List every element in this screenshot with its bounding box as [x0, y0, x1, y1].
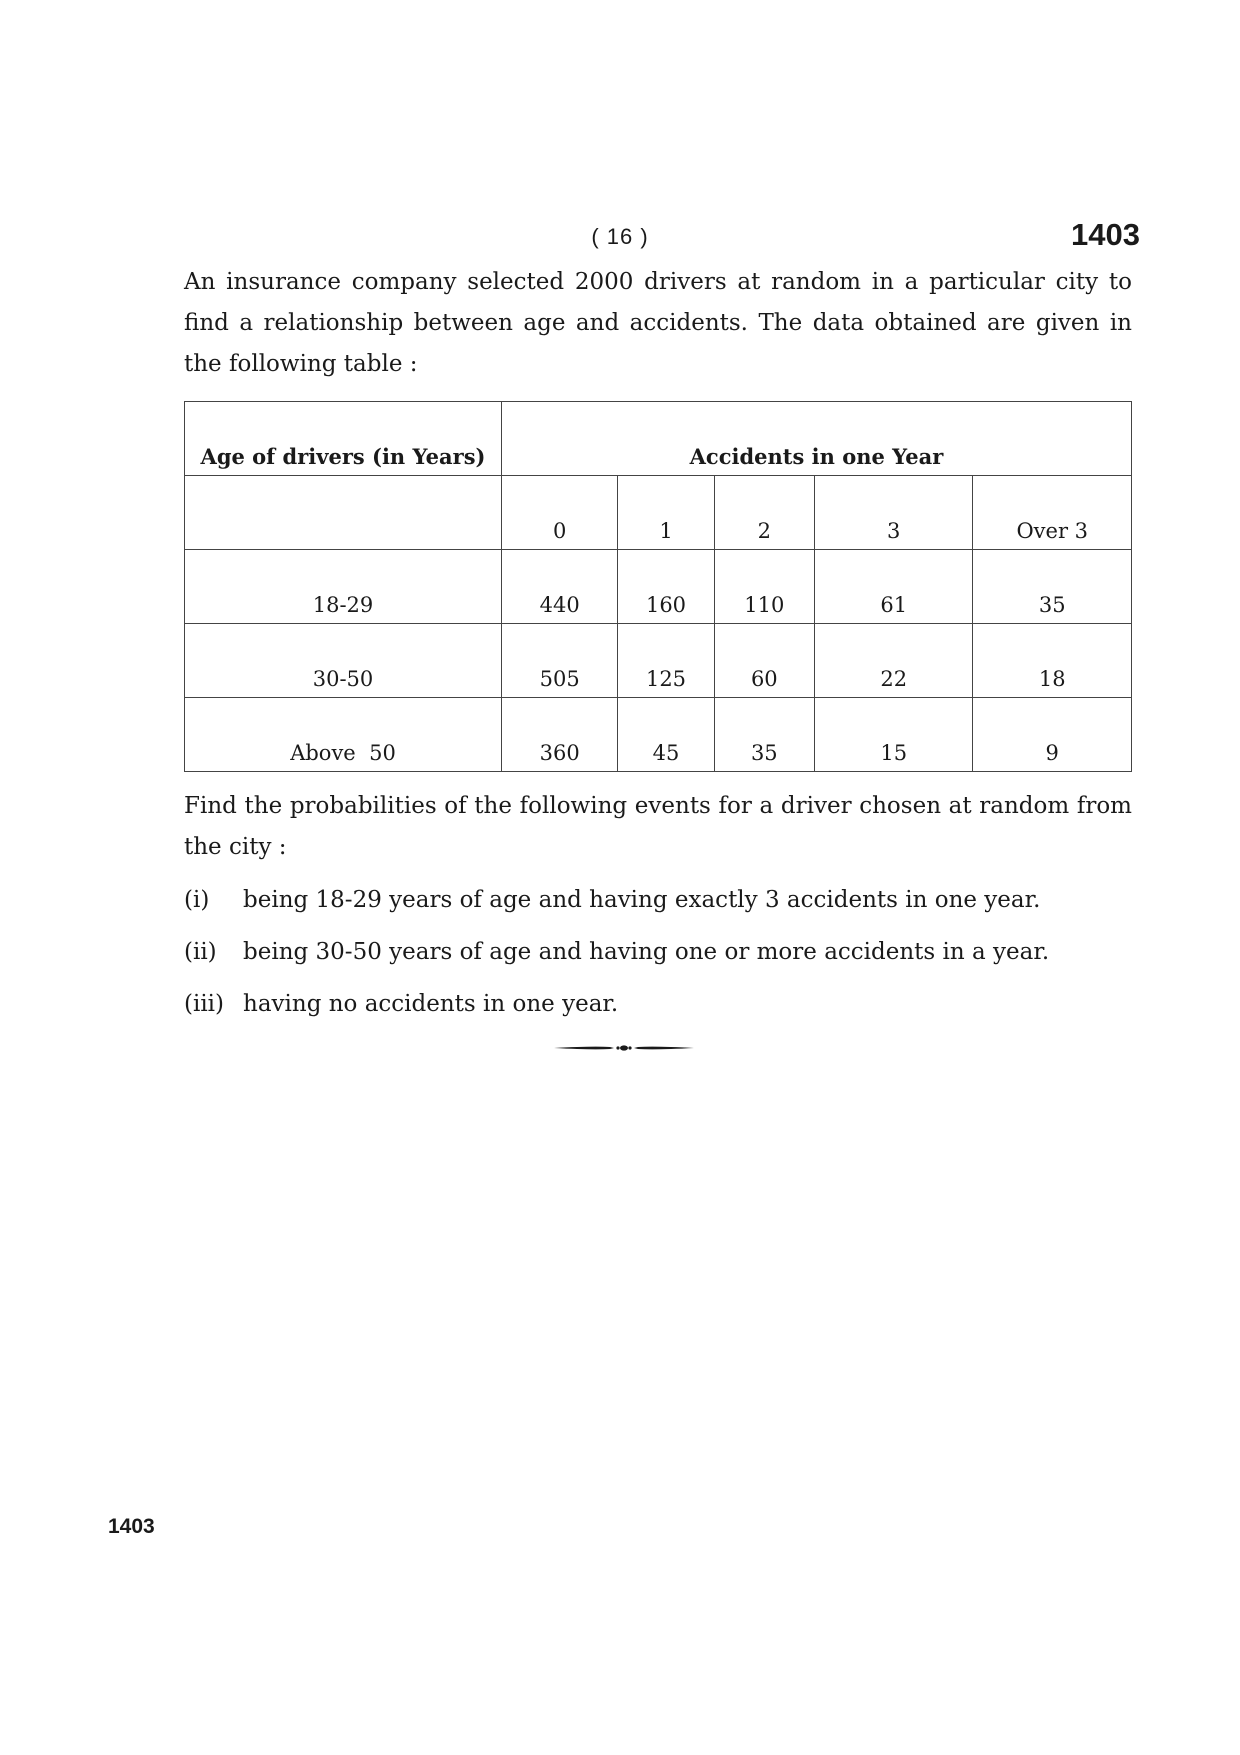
- table-header-row: [185, 402, 1132, 476]
- table-cell: 9: [973, 698, 1132, 772]
- sub-question-list: [184, 874, 1132, 1030]
- age-column-header: Age of drivers (in Years): [185, 402, 502, 476]
- accident-count-header: Over 3: [973, 476, 1132, 550]
- accident-data-table: [184, 401, 1132, 772]
- question-block: [184, 262, 1132, 1030]
- item-text: being 30-50 years of age and having one or more accidents in a year.: [243, 939, 1050, 965]
- accident-count-header: 0: [502, 476, 618, 550]
- end-ornament-icon: [552, 1040, 696, 1056]
- page-number: ( 16 ): [591, 224, 649, 249]
- accidents-column-header: Accidents in one Year: [502, 402, 1132, 476]
- table-cell: 45: [618, 698, 714, 772]
- age-group-cell: 30-50: [185, 624, 502, 698]
- table-cell: 440: [502, 550, 618, 624]
- table-cell: 60: [714, 624, 814, 698]
- list-item: [184, 874, 1132, 926]
- age-group-cell: 18-29: [185, 550, 502, 624]
- list-item: [184, 978, 1132, 1030]
- empty-cell: [185, 476, 502, 550]
- paper-code-header: 1403: [1071, 217, 1140, 252]
- table-cell: 22: [814, 624, 973, 698]
- table-cell: 15: [814, 698, 973, 772]
- table-cell: 360: [502, 698, 618, 772]
- table-cell: 35: [973, 550, 1132, 624]
- list-item: [184, 926, 1132, 978]
- accident-count-header: 1: [618, 476, 714, 550]
- item-number: (ii): [184, 939, 217, 965]
- table-cell: 125: [618, 624, 714, 698]
- table-cell: 160: [618, 550, 714, 624]
- table-cell: 505: [502, 624, 618, 698]
- item-number: (iii): [184, 991, 225, 1017]
- table-subheader-row: [185, 476, 1132, 550]
- accident-count-header: 2: [714, 476, 814, 550]
- intro-paragraph: An insurance company selected 2000 drivers at random in a particular city to find a relationship between age and accidents. The data obtained are given in the following table :: [184, 269, 1132, 377]
- item-text: having no accidents in one year.: [243, 991, 619, 1017]
- table-row: [185, 624, 1132, 698]
- table-cell: 61: [814, 550, 973, 624]
- table-row: [185, 550, 1132, 624]
- table-row: [185, 698, 1132, 772]
- paper-code-footer: 1403: [108, 1515, 155, 1538]
- question-paragraph: Find the probabilities of the following events for a driver chosen at random from the city :: [184, 793, 1132, 860]
- table-cell: 35: [714, 698, 814, 772]
- table-cell: 110: [714, 550, 814, 624]
- table-cell: 18: [973, 624, 1132, 698]
- accident-count-header: 3: [814, 476, 973, 550]
- age-group-cell: Above 50: [185, 698, 502, 772]
- item-number: (i): [184, 887, 210, 913]
- item-text: being 18-29 years of age and having exactly 3 accidents in one year.: [243, 887, 1041, 913]
